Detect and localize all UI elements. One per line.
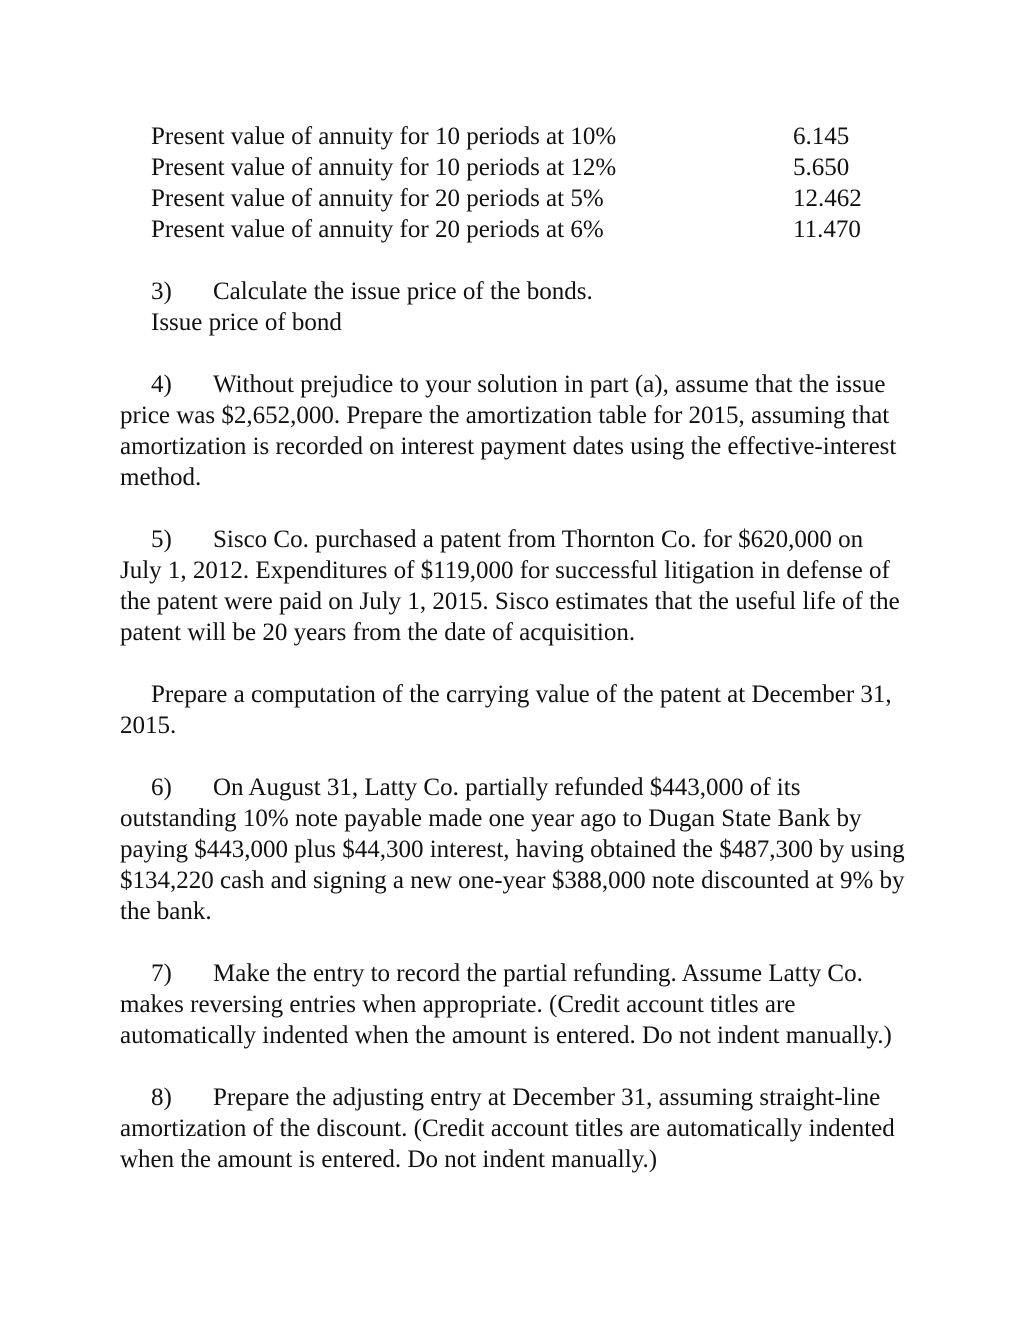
pv-value: 5.650	[793, 154, 850, 181]
question-number: 4)	[151, 371, 172, 398]
question-6	[120, 772, 910, 927]
question-text: Calculate the issue price of the bonds.	[213, 278, 593, 305]
present-value-table	[120, 121, 910, 245]
pv-value: 11.470	[793, 216, 861, 243]
pv-row	[120, 183, 910, 214]
question-7	[120, 958, 910, 1051]
question-4	[120, 369, 910, 493]
pv-value: 6.145	[793, 123, 850, 150]
pv-row	[120, 121, 910, 152]
question-3	[120, 276, 910, 307]
question-5	[120, 524, 910, 648]
question-number: 3)	[151, 278, 172, 305]
question-number: 7)	[151, 960, 172, 987]
question-text: Without prejudice to your solution in part (a), assume that the issue price was $2,652,000. Prepare the amortization table for 2015, assuming that amortization is recorded on interest payment dates using the effective-interest method.	[120, 371, 897, 491]
question-number: 5)	[151, 526, 172, 553]
document-page	[120, 121, 910, 1175]
question-5-followup: Prepare a computation of the carrying value of the patent at December 31, 2015.	[120, 681, 892, 739]
question-text: Sisco Co. purchased a patent from Thornton Co. for $620,000 on July 1, 2012. Expenditures of $119,000 for successful litigation in defense of the patent were paid on July 1, 2015. Sisco estimates that the useful life of the patent will be 20 years from the date of acquisition.	[120, 526, 900, 646]
question-text: On August 31, Latty Co. partially refunded $443,000 of its outstanding 10% note payable made one year ago to Dugan State Bank by paying $443,000 plus $44,300 interest, having obtained the $487,300 by using $134,220 cash and signing a new one-year $388,000 note discounted at 9% by the bank.	[120, 774, 905, 925]
pv-label: Present value of annuity for 20 periods at 6%	[151, 216, 604, 243]
question-3-subtext: Issue price of bond	[151, 309, 342, 336]
question-number: 6)	[151, 774, 172, 801]
question-text: Prepare the adjusting entry at December 31, assuming straight-line amortization of the discount. (Credit account titles are automatically indented when the amount is entered. Do not indent manually.)	[120, 1084, 895, 1173]
question-number: 8)	[151, 1084, 172, 1111]
question-text: Make the entry to record the partial refunding. Assume Latty Co. makes reversing entries when appropriate. (Credit account titles are automatically indented when the amount is entered. Do not indent manually.)	[120, 960, 892, 1049]
question-8	[120, 1082, 910, 1175]
pv-row	[120, 152, 910, 183]
pv-label: Present value of annuity for 10 periods at 12%	[151, 154, 617, 181]
pv-label: Present value of annuity for 20 periods at 5%	[151, 185, 604, 212]
pv-label: Present value of annuity for 10 periods at 10%	[151, 123, 617, 150]
pv-row	[120, 214, 910, 245]
pv-value: 12.462	[793, 185, 862, 212]
